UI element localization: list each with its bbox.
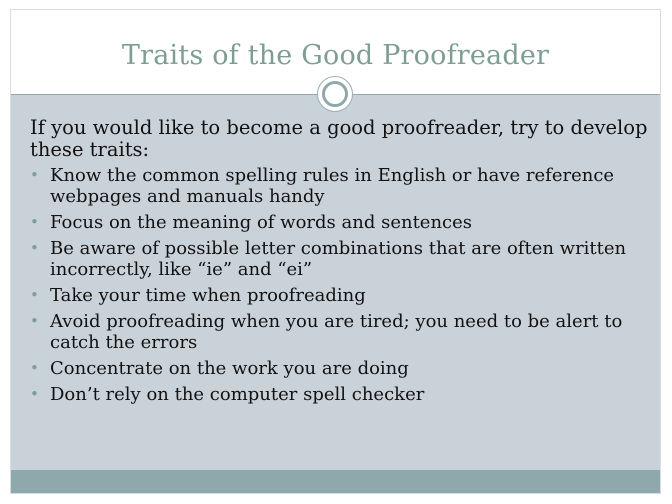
bullet-icon: • [30, 166, 39, 184]
bullet-text: Avoid proofreading when you are tired; you need to be alert to catch the errors [50, 311, 623, 353]
bullet-icon: • [30, 213, 39, 231]
slide-title: Traits of the Good Proofreader [121, 40, 550, 71]
list-item [30, 358, 650, 379]
bullet-icon: • [30, 286, 39, 304]
bullet-text: Know the common spelling rules in English or have reference webpages and manuals handy [50, 165, 615, 207]
list-item [30, 285, 650, 306]
bullet-text: Be aware of possible letter combinations that are often written incorrectly, like “ie” and “ei” [50, 238, 627, 280]
circle-ornament-icon [317, 76, 353, 112]
bottom-accent-band [11, 470, 660, 493]
bullet-text: Concentrate on the work you are doing [50, 358, 409, 379]
bullet-icon: • [30, 239, 39, 257]
bullet-icon: • [30, 385, 39, 403]
bullet-icon: • [30, 359, 39, 377]
bullet-icon: • [30, 312, 39, 330]
list-item [30, 212, 650, 233]
bullet-text: Take your time when proofreading [50, 285, 366, 306]
slide-content [30, 117, 650, 410]
bullet-list [30, 165, 650, 405]
bullet-text: Don’t rely on the computer spell checker [50, 384, 425, 405]
bullet-text: Focus on the meaning of words and sentences [50, 212, 473, 233]
list-item [30, 238, 650, 280]
intro-text: If you would like to become a good proofreader, try to develop these traits: [30, 116, 648, 161]
list-item [30, 165, 650, 207]
list-item [30, 384, 650, 405]
list-item [30, 311, 650, 353]
circle-ornament-inner [322, 81, 348, 107]
